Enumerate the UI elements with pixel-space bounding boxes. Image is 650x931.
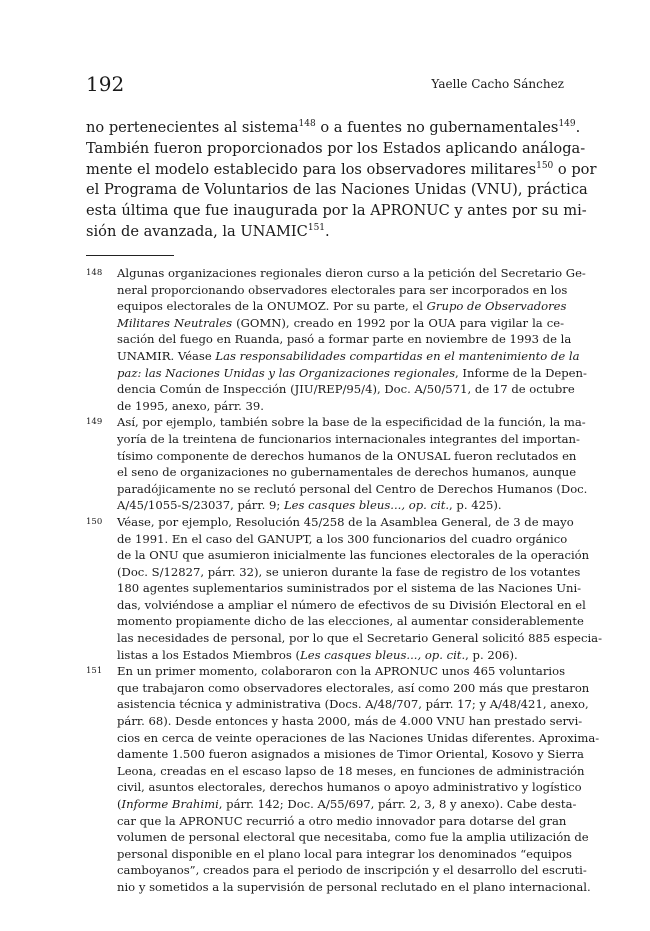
footnote-line: Así, por ejemplo, también sobre la base de la especificidad de la función, la ma- [117, 415, 586, 430]
footnote [86, 265, 587, 414]
footnote-line: En un primer momento, colaboraron con la APRONUC unos 465 voluntarios [117, 664, 566, 679]
footnote-line: camboyanos”, creados para el periodo de inscripción y el desarrollo del escruti- [117, 863, 587, 878]
footnote-line: Véase, por ejemplo, Resolución 45/258 de la Asamblea General, de 3 de mayo [117, 514, 574, 529]
footnote-line: nio y sometidos a la supervisión de personal reclutado en el plano internacional. [117, 879, 591, 894]
footnote-text [117, 514, 603, 663]
footnote-line: (Doc. S/12827, párr. 32), se unieron durante la fase de registro de los votantes [117, 564, 581, 579]
footnote-line: de 1995, anexo, párr. 39. [117, 398, 264, 413]
italic-text: Les casques bleus..., op. cit. [300, 647, 466, 662]
page-header [86, 72, 564, 98]
body-line: sión de avanzada, la UNAMIC$^{151}$. [86, 222, 330, 240]
footnote-line: paradójicamente no se reclutó personal del Centro de Derechos Humanos (Doc. [117, 481, 588, 496]
footnote-line: asistencia técnica y administrativa (Docs. A/48/707, párr. 17; y A/48/421, anexo, [117, 697, 589, 712]
footnote-ref: 148 [298, 119, 316, 130]
footnote-line: Militares Neutrales (GOMN), creado en 1992 por la OUA para vigilar la ce- [117, 315, 564, 330]
footnote-line: UNAMIR. Véase Las responsabilidades compartidas en el mantenimiento de la [117, 348, 580, 363]
body-line: no pertenecientes al sistema$^{148}$ o a fuentes no gubernamentales$^{149}$. [86, 119, 581, 136]
footnote-line: cios en cerca de veinte operaciones de las Naciones Unidas diferentes. Aproxima- [117, 730, 600, 745]
footnote-ref: 149 [558, 119, 576, 130]
footnote-line: civil, asuntos electorales, derechos humanos o apoyo administrativo y logístico [117, 780, 582, 795]
footnote-line: el seno de organizaciones no gubernamentales de derechos humanos, aunque [117, 465, 577, 480]
footnote-line: sación del fuego en Ruanda, pasó a formar parte en noviembre de 1993 de la [117, 332, 572, 347]
footnote [86, 414, 588, 514]
italic-text: paz: las Naciones Unidas y las Organizaciones regionales [117, 365, 456, 380]
footnote-separator [86, 255, 174, 256]
italic-text: Grupo de Observadores [426, 299, 567, 314]
footnote-line: que trabajaron como observadores electorales, así como 200 más que prestaron [117, 680, 590, 695]
footnote-line: paz: las Naciones Unidas y las Organizaciones regionales, Informe de la Depen- [117, 365, 587, 380]
footnote-number: 151 [86, 666, 103, 677]
body-line: mente el modelo establecido para los observadores militares$^{150}$ o por [86, 160, 597, 178]
italic-text: Les casques bleus..., op. cit. [283, 498, 450, 513]
footnote-line: Algunas organizaciones regionales dieron curso a la petición del Secretario Ge- [117, 266, 586, 280]
running-head: Yaelle Cacho Sánchez [431, 77, 564, 91]
footnote-line: párr. 68). Desde entonces y hasta 2000, más de 4.000 VNU han prestado servi- [117, 714, 583, 729]
footnote-line: (Informe Brahimi, párr. 142; Doc. A/55/697, párr. 2, 3, 8 y anexo). Cabe desta- [117, 797, 577, 811]
footnote-line: Leona, creadas en el escaso lapso de 18 meses, en funciones de administración [117, 763, 585, 778]
page-number: 192 [86, 72, 125, 96]
footnote [86, 663, 600, 895]
footnote-line: 180 agentes suplementarios suministrados por el sistema de las Naciones Uni- [117, 581, 582, 596]
body-line: También fueron proporcionados por los Estados aplicando análoga- [86, 139, 586, 157]
footnote-line: listas a los Estados Miembros (Les casques bleus..., op. cit., p. 206). [117, 647, 518, 662]
footnote-line: damente 1.500 fueron asignados a misiones de Timor Oriental, Kosovo y Sierra [117, 747, 584, 762]
footnote-text [117, 663, 600, 895]
footnote-line: de la ONU que asumieron inicialmente las funciones electorales de la operación [117, 548, 590, 563]
italic-text: Informe Brahimi [121, 797, 219, 811]
footnote-line: las necesidades de personal, por lo que el Secretario General solicitó 885 especia- [117, 631, 603, 646]
footnote-line: neral proporcionando observadores electorales para ser incorporados en los [117, 282, 568, 297]
footnote-line: equipos electorales de la ONUMOZ. Por su parte, el Grupo de Observadores [117, 299, 567, 314]
footnote-line: personal disponible en el plano local para integrar los denominados “equipos [117, 846, 572, 861]
footnote-ref: 151 [307, 223, 326, 234]
footnote-line: dencia Común de Inspección (JIU/REP/95/4), Doc. A/50/571, de 17 de octubre [117, 382, 575, 397]
italic-text: Las responsabilidades compartidas en el mantenimiento de la [215, 348, 580, 363]
footnote-number: 148 [86, 268, 103, 278]
footnote [86, 514, 603, 663]
footnote-number: 150 [86, 516, 103, 527]
footnote-line: yoría de la treintena de funcionarios internacionales integrantes del importan- [117, 431, 580, 446]
footnote-line: car que la APRONUC recurrió a otro medio innovador para dotarse del gran [117, 813, 567, 828]
footnote-text [117, 414, 588, 514]
body-line: el Programa de Voluntarios de las Naciones Unidas (VNU), práctica [86, 181, 588, 199]
footnote-line: tísimo componente de derechos humanos de la ONUSAL fueron reclutados en [117, 448, 577, 463]
footnote-line: A/45/1055-S/23037, párr. 9; Les casques bleus..., op. cit., p. 425). [117, 498, 502, 513]
footnotes [86, 265, 603, 896]
italic-text: Militares Neutrales [117, 315, 233, 330]
main-text [86, 118, 597, 243]
footnote-line: momento propiamente dicho de las elecciones, al aumentar considerablemente [117, 614, 584, 629]
footnote-line: de 1991. En el caso del GANUPT, a los 300 funcionarios del cuadro orgánico [117, 531, 568, 546]
footnote-text [117, 265, 587, 414]
body-line: esta última que fue inaugurada por la APRONUC y antes por su mi- [86, 202, 587, 220]
footnote-line: das, volviéndose a ampliar el número de efectivos de su División Electoral en el [117, 597, 586, 612]
footnote-ref: 150 [536, 160, 554, 171]
footnote-number: 149 [86, 417, 103, 428]
footnote-line: volumen de personal electoral que necesitaba, como fue la amplia utilización de [117, 830, 589, 845]
